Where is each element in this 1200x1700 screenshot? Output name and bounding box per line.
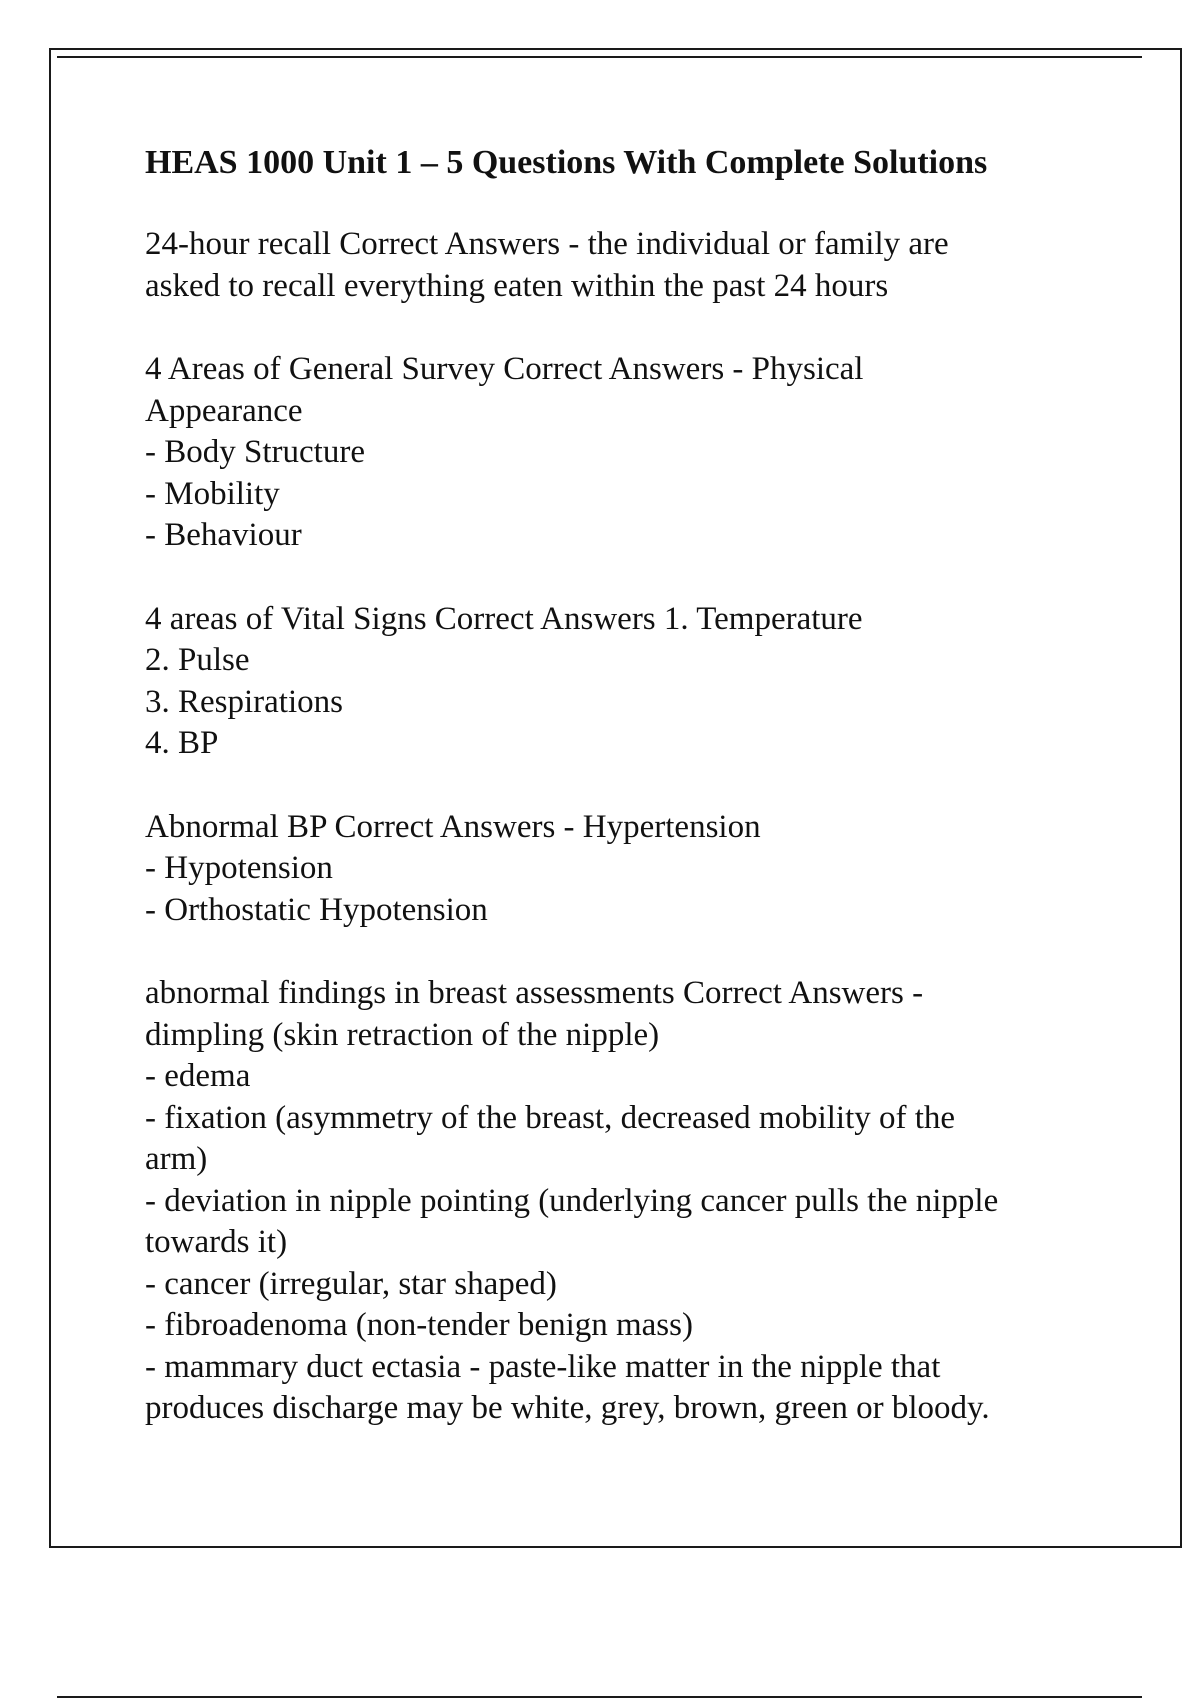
qa-item-24-hour-recall: [145, 224, 1105, 307]
qa-item-vital-signs: [145, 599, 1105, 765]
qa-item-abnormal-bp: [145, 807, 1105, 932]
qa-item-general-survey: [145, 349, 1105, 557]
qa-line: - mammary duct ectasia - paste-like matter in the nipple that: [145, 1348, 941, 1385]
qa-line: towards it): [145, 1224, 288, 1260]
qa-line: - Body Structure: [145, 434, 365, 470]
qa-line: - fibroadenoma (non-tender benign mass): [145, 1307, 693, 1343]
qa-line: 3. Respirations: [145, 683, 343, 720]
qa-line: - Orthostatic Hypotension: [145, 891, 488, 928]
qa-line: - Mobility: [145, 475, 280, 512]
qa-line: 4. BP: [145, 725, 219, 761]
qa-line: dimpling (skin retraction of the nipple): [145, 1016, 660, 1053]
qa-line: - cancer (irregular, star shaped): [145, 1265, 557, 1302]
qa-line: Appearance: [145, 392, 303, 429]
qa-line: asked to recall everything eaten within the past 24 hours: [145, 267, 889, 304]
qa-line: Abnormal BP Correct Answers - Hypertension: [145, 808, 761, 845]
document-body: [145, 140, 1105, 1472]
qa-line: arm): [145, 1141, 208, 1177]
qa-line: - deviation in nipple pointing (underlying cancer pulls the nipple: [145, 1182, 999, 1219]
top-rule: [57, 56, 1142, 58]
qa-line: - Hypotension: [145, 850, 333, 886]
qa-line: - fixation (asymmetry of the breast, decreased mobility of the: [145, 1099, 956, 1136]
qa-line: abnormal findings in breast assessments Correct Answers -: [145, 975, 924, 1011]
qa-item-breast-assessment: [145, 973, 1105, 1430]
qa-line: - edema: [145, 1058, 251, 1094]
qa-line: 4 areas of Vital Signs Correct Answers 1. Temperature: [145, 600, 863, 637]
qa-line: - Behaviour: [145, 517, 302, 553]
qa-line: 2. Pulse: [145, 642, 250, 678]
bottom-rule: [57, 1696, 1142, 1698]
document-title: HEAS 1000 Unit 1 – 5 Questions With Complete Solutions: [145, 144, 988, 181]
qa-line: produces discharge may be white, grey, brown, green or bloody.: [145, 1390, 990, 1426]
qa-line: 24-hour recall Correct Answers - the individual or family are: [145, 226, 949, 262]
qa-line: 4 Areas of General Survey Correct Answers - Physical: [145, 351, 864, 387]
